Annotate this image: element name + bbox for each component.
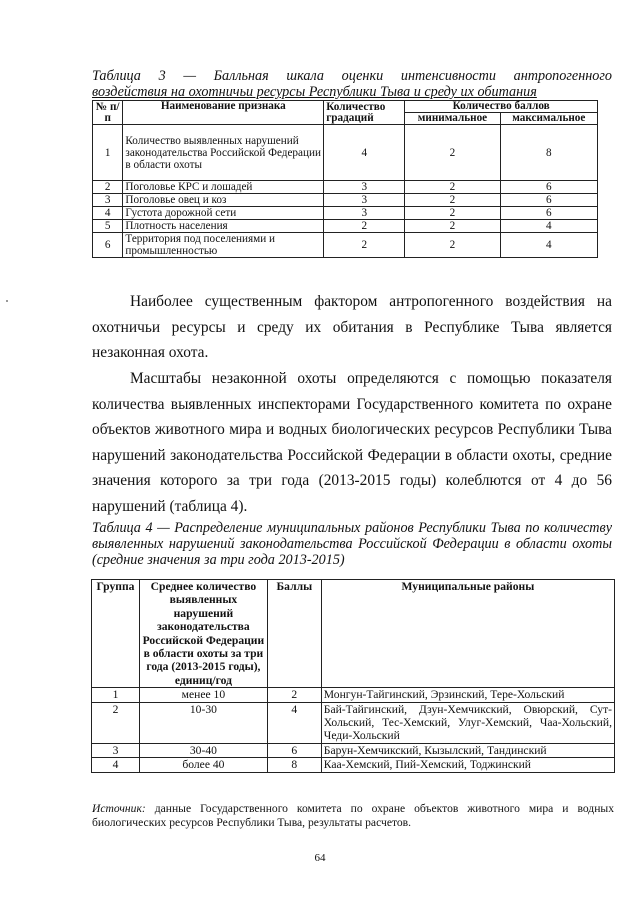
t4-cell-avg: 10-30: [139, 702, 267, 743]
source-text: данные Государственного комитета по охране объектов животного мира и водных биологических ресурсов Республики Тыва, результаты расчетов.: [92, 802, 614, 829]
t3-header-gradations: Количество градаций: [324, 101, 405, 125]
t3-cell-max: 6: [500, 207, 597, 220]
t4-cell-avg: более 40: [139, 758, 267, 772]
table4: [91, 579, 615, 773]
table3-caption-line1: Таблица 3 — Балльная шкала оценки интенсивности антропогенного: [92, 68, 612, 84]
t3-cell-name: Поголовье овец и коз: [123, 194, 324, 207]
t4-cell-group: 3: [92, 743, 140, 757]
t3-cell-name: Поголовье КРС и лошадей: [123, 181, 324, 194]
t3-header-max: максимальное: [500, 113, 597, 125]
table3: [92, 100, 598, 258]
paragraph-2: [92, 366, 612, 520]
t3-cell-name: Плотность населения: [123, 220, 324, 233]
scan-artifact: [6, 300, 8, 302]
t3-cell-max: 4: [500, 233, 597, 258]
table-row: [93, 233, 598, 258]
t4-cell-avg: 30-40: [139, 743, 267, 757]
page-number: 64: [314, 852, 326, 864]
table-row: [93, 207, 598, 220]
table-row: [93, 125, 598, 181]
t4-cell-points: 8: [267, 758, 321, 772]
t4-cell-group: 2: [92, 702, 140, 743]
t3-cell-grad: 4: [324, 125, 405, 181]
t4-header-districts: Муниципальные районы: [321, 580, 614, 688]
t3-cell-num: 4: [93, 207, 123, 220]
t3-header-num: № п/п: [93, 101, 123, 125]
t3-cell-grad: 2: [324, 220, 405, 233]
t4-cell-points: 2: [267, 688, 321, 702]
source-label: Источник:: [92, 802, 146, 815]
paragraph-1-text: Наиболее существенным фактором антропогенного воздействия на охотничьи ресурсы и среду их обитания в Республике Тыва является незаконная охота.: [92, 293, 612, 362]
paragraph-2-text: Масштабы незаконной охоты определяются с помощью показателя количества выявленных инспекторами Государственного комитета по охране объектов животного мира и водных биологических ресурсов Республики Тыва нарушений законодательства Российской Федерации в области охоты, средние значения которого за три года (2013-2015 годы) колеблются от 4 до 56 нарушений (таблица 4).: [92, 370, 612, 515]
table-row: [93, 181, 598, 194]
t4-cell-avg: менее 10: [139, 688, 267, 702]
t3-header-name: Наименование признака: [123, 101, 324, 125]
table-row: [93, 194, 598, 207]
t4-cell-group: 1: [92, 688, 140, 702]
t4-header-avg: Среднее количество выявленных нарушений законодательства Российской Федерации в области охоты за три года (2013-2015 годы), единиц/год: [139, 580, 267, 688]
table4-caption: Таблица 4 — Распределение муниципальных районов Республики Тыва по количеству выявленных нарушений законодательства Российской Федерации в области охоты (средние значения за три года 2013-2015): [92, 520, 612, 568]
t3-cell-name: Территория под поселениями и промышленностью: [123, 233, 324, 258]
t3-cell-name: Количество выявленных нарушений законодательства Российской Федерации в области охоты: [123, 125, 324, 181]
paragraph-1: [92, 289, 612, 366]
t4-header-group: Группа: [92, 580, 140, 688]
t3-cell-grad: 2: [324, 233, 405, 258]
table3-caption-line2: воздействия на охотничьи ресурсы Республики Тыва и среду их обитания: [92, 84, 537, 100]
t3-cell-max: 8: [500, 125, 597, 181]
table-row: [93, 220, 598, 233]
t4-cell-points: 4: [267, 702, 321, 743]
t3-cell-min: 2: [405, 233, 500, 258]
table-row: [92, 743, 615, 757]
t4-header-points: Баллы: [267, 580, 321, 688]
table-row: [92, 758, 615, 772]
t4-cell-group: 4: [92, 758, 140, 772]
t3-cell-min: 2: [405, 207, 500, 220]
t4-cell-points: 6: [267, 743, 321, 757]
source-note: [92, 802, 614, 830]
t3-cell-min: 2: [405, 125, 500, 181]
t3-cell-max: 6: [500, 194, 597, 207]
t3-cell-grad: 3: [324, 194, 405, 207]
t3-header-min: минимальное: [405, 113, 500, 125]
t3-cell-num: 1: [93, 125, 123, 181]
t3-cell-min: 2: [405, 220, 500, 233]
t3-cell-grad: 3: [324, 207, 405, 220]
t3-cell-name: Густота дорожной сети: [123, 207, 324, 220]
t4-cell-districts: Бай-Тайгинский, Дзун-Хемчикский, Овюрский, Сут-Хольский, Тес-Хемский, Улуг-Хемский, Чаа-Хольский, Чеди-Хольский: [321, 702, 614, 743]
table3-caption: [92, 68, 612, 100]
t3-header-points: Количество баллов: [405, 101, 598, 113]
table-row: [92, 702, 615, 743]
t3-cell-max: 4: [500, 220, 597, 233]
t3-cell-num: 5: [93, 220, 123, 233]
t4-cell-districts: Барун-Хемчикский, Кызылский, Тандинский: [321, 743, 614, 757]
t3-cell-min: 2: [405, 194, 500, 207]
t3-cell-num: 2: [93, 181, 123, 194]
t4-cell-districts: Каа-Хемский, Пий-Хемский, Тоджинский: [321, 758, 614, 772]
t4-cell-districts: Монгун-Тайгинский, Эрзинский, Тере-Хольский: [321, 688, 614, 702]
t3-cell-max: 6: [500, 181, 597, 194]
t3-cell-num: 3: [93, 194, 123, 207]
table-row: [92, 688, 615, 702]
t3-cell-num: 6: [93, 233, 123, 258]
t3-cell-grad: 3: [324, 181, 405, 194]
t3-cell-min: 2: [405, 181, 500, 194]
